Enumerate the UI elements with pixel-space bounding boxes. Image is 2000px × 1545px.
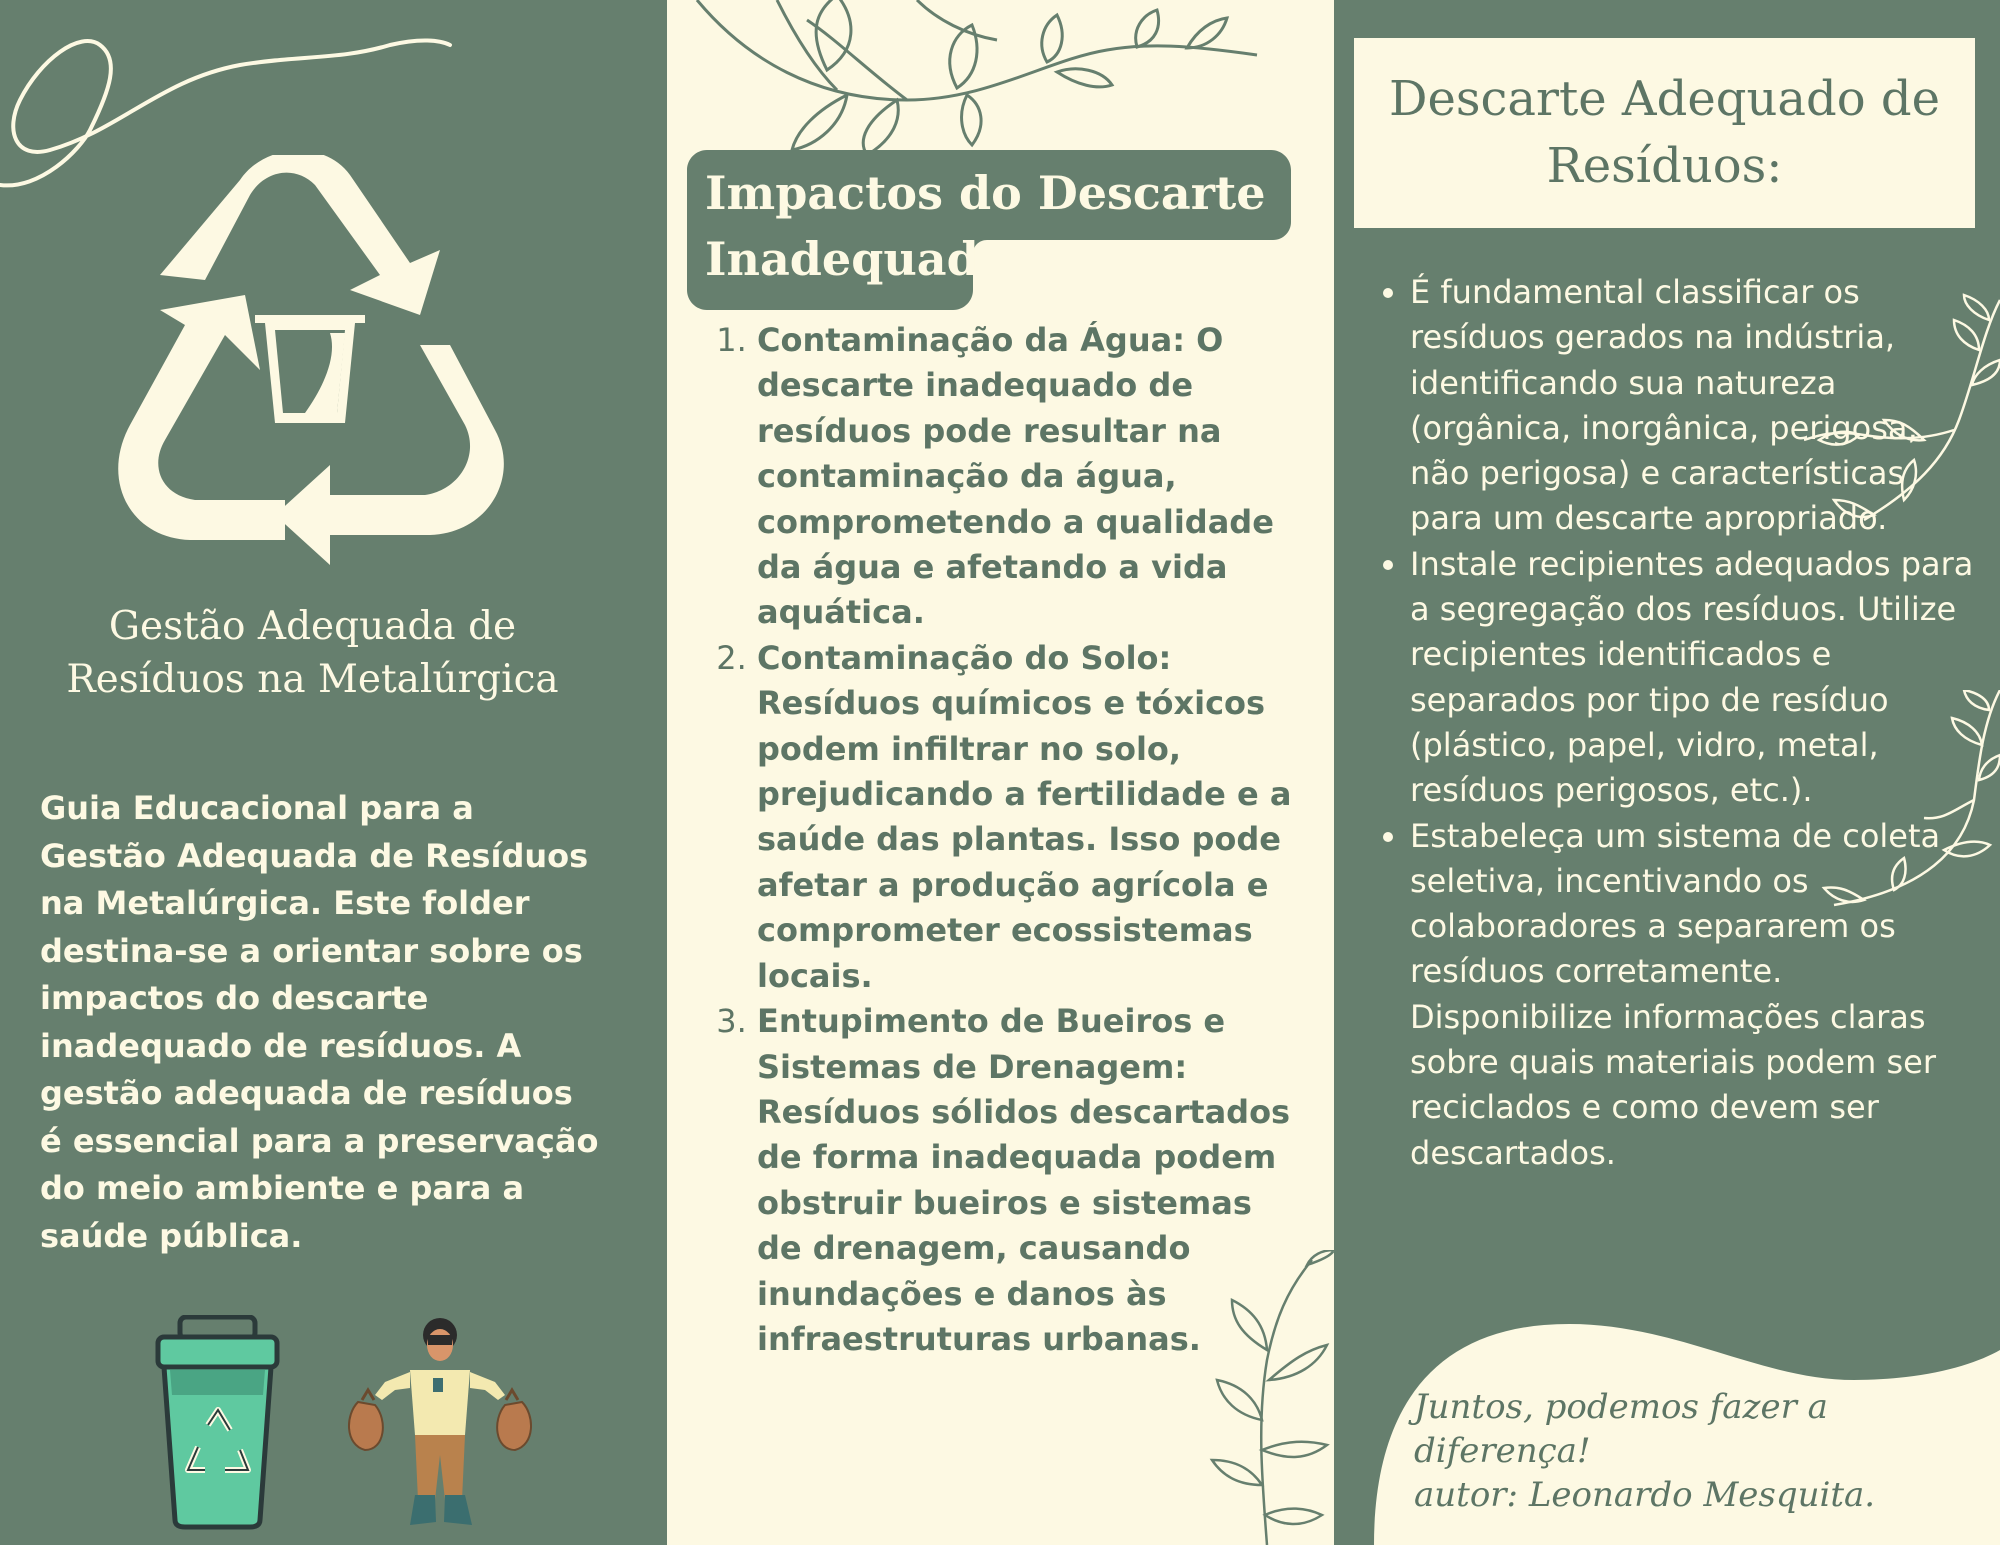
footer-line2: diferença! — [1414, 1431, 1591, 1471]
right-title-box — [1354, 38, 1975, 228]
right-panel — [1334, 0, 2000, 1545]
recycle-icon — [105, 155, 525, 565]
left-intro-text: Guia Educacional para a Gestão Adequada de Resíduos na Metalúrgica. Este folder destina-se a orientar sobre os impactos do descarte inadequado de resíduos. A gestão adequada de resíduos é essencial para a preservação do meio ambiente e para a saúde pública. — [40, 789, 599, 1255]
list-item: • Instale recipientes adequados para a segregação dos resíduos. Utilize recipientes identificados e separados por tipo de resíduo (plástico, papel, vidro, metal, resíduos perigosos, etc.). — [1410, 542, 1984, 814]
list-item: 3. Entupimento de Bueiros e Sistemas de Drenagem: Resíduos sólidos descartados de forma inadequada podem obstruir bueiros e sistemas de drenagem, causando inundações e danos às infraestruturas urbanas. — [757, 999, 1297, 1362]
left-panel — [0, 0, 667, 1545]
middle-title — [687, 150, 1291, 310]
list-item: • Estabeleça um sistema de coleta seletiva, incentivando os colaboradores a separarem os resíduos corretamente. Disponibilize informações claras sobre quais materiais podem ser reciclados e como devem ser descartados. — [1410, 814, 1984, 1176]
person-with-trash-bags-icon — [340, 1310, 540, 1535]
right-title: Descarte Adequado de Resíduos: — [1389, 71, 1940, 194]
footer-message — [1414, 1385, 1934, 1517]
footer-author: autor: Leonardo Mesquita. — [1414, 1475, 1876, 1515]
list-item: 2. Contaminação do Solo: Resíduos químicos e tóxicos podem infiltrar no solo, prejudicando a fertilidade e a saúde das plantas. Isso pode afetar a produção agrícola e comprometer ecossistemas locais. — [757, 636, 1297, 999]
middle-title-line2: Inadequado: — [705, 232, 1027, 286]
middle-title-line1: Impactos do Descarte — [705, 166, 1266, 220]
recycling-bin-icon — [150, 1315, 285, 1530]
footer-line1: Juntos, podemos fazer a — [1414, 1387, 1828, 1427]
leaf-vine-bottom — [1207, 1250, 1334, 1545]
leaf-vine-top — [667, 0, 1334, 160]
list-item: • É fundamental classificar os resíduos gerados na indústria, identificando sua natureza (orgânica, inorgânica, perigosa, não perigosa) e características para um descarte apropriado. — [1410, 270, 1984, 542]
disposal-guidelines-list — [1364, 270, 1984, 1176]
left-title: Gestão Adequada de Resíduos na Metalúrgica — [66, 604, 559, 702]
list-item: 1. Contaminação da Água: O descarte inadequado de resíduos pode resultar na contaminação da água, comprometendo a qualidade da água e afetando a vida aquática. — [757, 318, 1297, 636]
middle-panel — [667, 0, 1334, 1545]
impacts-list — [697, 318, 1297, 1362]
